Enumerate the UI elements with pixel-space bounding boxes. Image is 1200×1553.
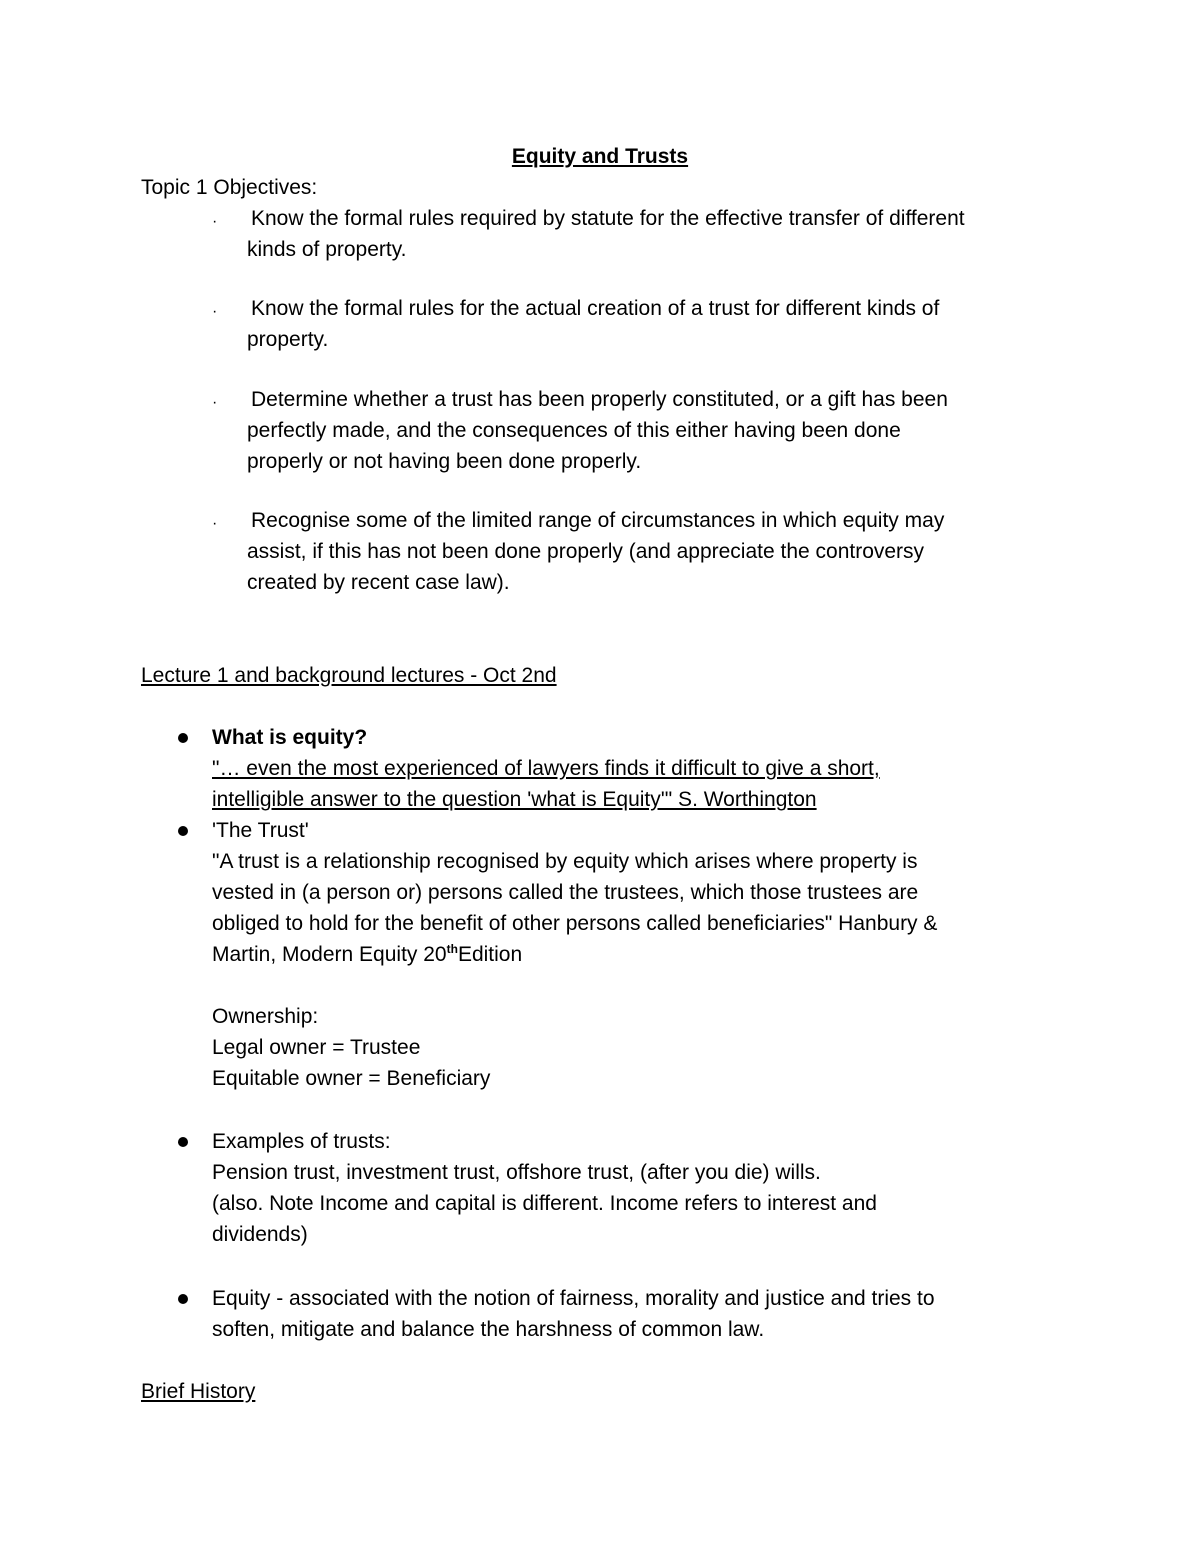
legal-owner: Legal owner = Trustee: [212, 1036, 421, 1059]
bullet-icon: [178, 1137, 188, 1147]
ownership-label: Ownership:: [212, 1005, 319, 1028]
bullet-equity-definition: [212, 1283, 1052, 1345]
trust-definition-line: "A trust is a relationship recognised by equity which arises where property is: [212, 850, 918, 873]
trust-label: 'The Trust': [212, 819, 309, 842]
equity-question: What is equity?: [212, 726, 368, 749]
superscript-th: th: [446, 942, 458, 956]
document-title: Equity and Trusts: [511, 145, 689, 168]
equity-line: Equity - associated with the notion of fairness, morality and justice and tries to: [212, 1287, 935, 1310]
topic-heading: Topic 1 Objectives:: [141, 176, 318, 199]
trust-definition-line: Martin, Modern Equity 20thEdition: [212, 942, 523, 966]
worthington-quote-line: "… even the most experienced of lawyers finds it difficult to give a short,: [212, 757, 880, 780]
trust-definition-line: vested in (a person or) persons called the trustees, which those trustees are: [212, 881, 919, 904]
bullet-icon: [178, 1294, 188, 1304]
examples-line: (also. Note Income and capital is different. Income refers to interest and: [212, 1192, 877, 1215]
objective-item: Know the formal rules for the actual creation of a trust for different kinds of property.: [247, 297, 940, 351]
bullet-what-is-equity: [212, 722, 1052, 815]
bullet-icon: [178, 733, 188, 743]
objective-marker: ·: [212, 213, 218, 230]
bullet-icon: [178, 826, 188, 836]
objective-item: Know the formal rules required by statute for the effective transfer of different kinds of property.: [247, 207, 965, 261]
equitable-owner: Equitable owner = Beneficiary: [212, 1067, 491, 1090]
trust-definition-line: obliged to hold for the benefit of other persons called beneficiaries" Hanbury &: [212, 912, 938, 935]
history-heading: Brief History: [141, 1380, 256, 1403]
examples-label: Examples of trusts:: [212, 1130, 391, 1153]
examples-line: Pension trust, investment trust, offshore trust, (after you die) wills.: [212, 1161, 821, 1184]
objective-item: Determine whether a trust has been properly constituted, or a gift has been perfectly made, and the consequences of this either having been done properly or not having been done properly.: [247, 388, 948, 473]
objective-marker: ·: [212, 515, 218, 532]
objective-marker: ·: [212, 303, 218, 320]
lecture-heading: Lecture 1 and background lectures - Oct 2nd: [141, 664, 557, 687]
bullet-examples: [212, 1126, 1052, 1250]
examples-line: dividends): [212, 1223, 308, 1246]
worthington-quote-line: intelligible answer to the question 'what is Equity'" S. Worthington: [212, 788, 817, 811]
equity-line: soften, mitigate and balance the harshness of common law.: [212, 1318, 765, 1341]
objective-marker: ·: [212, 394, 218, 411]
objective-item: Recognise some of the limited range of circumstances in which equity may assist, if this has not been done properly (and appreciate the controversy created by recent case law).: [247, 509, 945, 594]
bullet-the-trust: [212, 815, 1052, 1094]
